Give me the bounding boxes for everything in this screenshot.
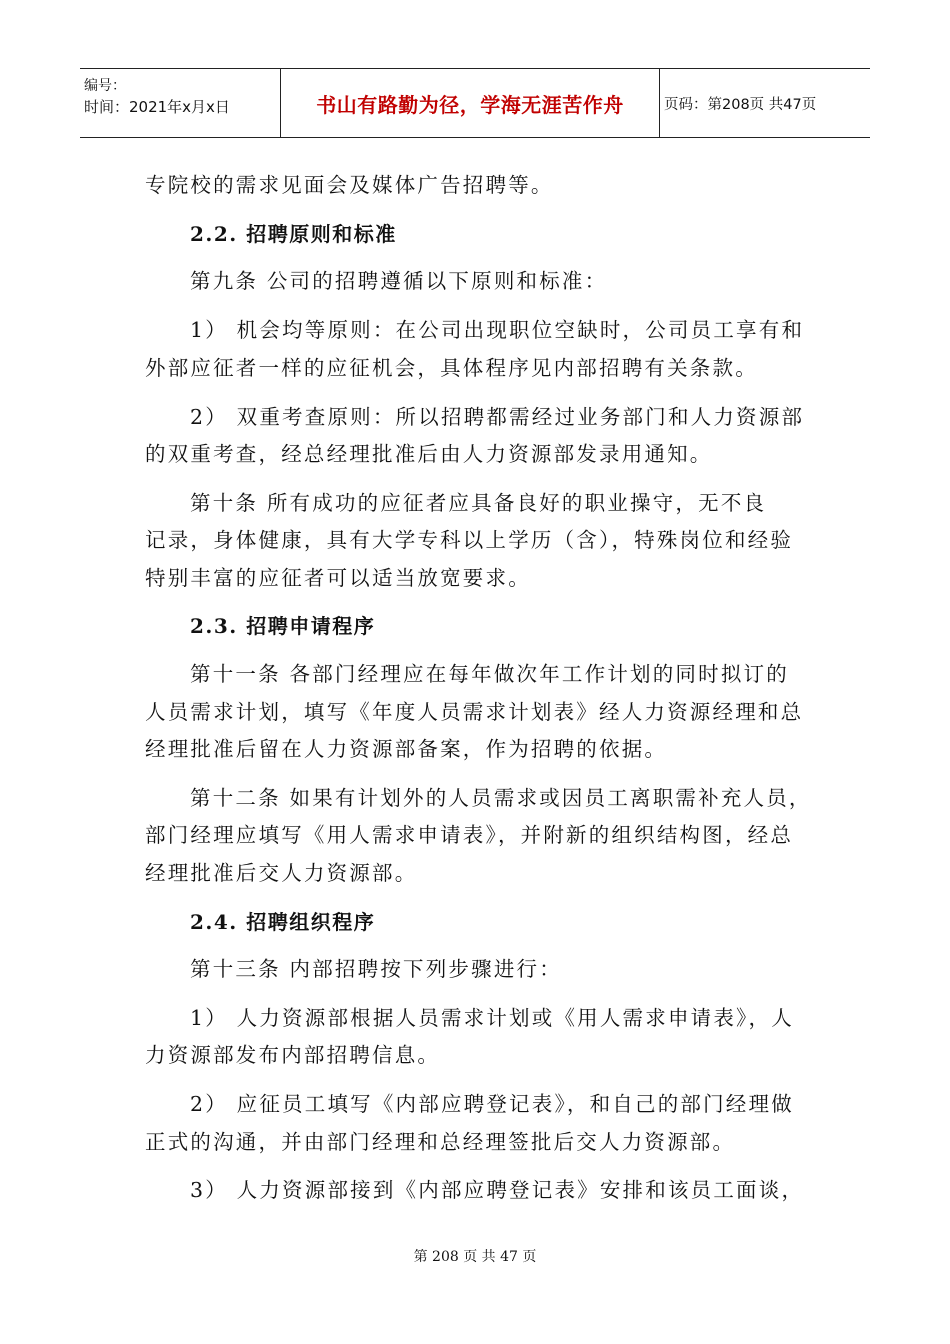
body-line: 特别丰富的应征者可以适当放宽要求。 [145, 566, 531, 590]
body-line: 的双重考查，经总经理批准后由人力资源部发录用通知。 [145, 442, 713, 466]
body-line: 3） 人力资源部接到《内部应聘登记表》安排和该员工面谈， [190, 1178, 805, 1202]
header-page-cell [660, 69, 870, 137]
body-line: 1） 人力资源部根据人员需求计划或《用人需求申请表》，人 [190, 1006, 794, 1030]
section-heading: 2.4. 招聘组织程序 [190, 910, 376, 934]
body-line: 第十条 所有成功的应征者应具备良好的职业操守，无不良 [190, 491, 767, 515]
page-footer: 第 208 页 共 47 页 [413, 1249, 537, 1265]
section-heading: 2.3. 招聘申请程序 [190, 614, 376, 638]
doc-date-label: 时间：2021年x月x日 [84, 98, 230, 116]
header-table [80, 68, 870, 138]
header-left-cell [80, 69, 280, 137]
body-line: 1） 机会均等原则：在公司出现职位空缺时，公司员工享有和 [190, 318, 805, 342]
header-page-info: 页码：第208页 共47页 [664, 96, 817, 113]
section-heading: 2.2. 招聘原则和标准 [190, 222, 397, 246]
body-line: 经理批准后留在人力资源部备案，作为招聘的依据。 [145, 737, 668, 761]
body-line: 外部应征者一样的应征机会，具体程序见内部招聘有关条款。 [145, 356, 758, 380]
body-line: 记录，身体健康，具有大学专科以上学历（含），特殊岗位和经验 [145, 528, 794, 552]
body-line: 第十一条 各部门经理应在每年做次年工作计划的同时拟订的 [190, 662, 789, 686]
body-line: 专院校的需求见面会及媒体广告招聘等。 [145, 173, 554, 197]
body-line: 2） 应征员工填写《内部应聘登记表》，和自己的部门经理做 [190, 1092, 794, 1116]
body-line: 第九条 公司的招聘遵循以下原则和标准： [190, 269, 608, 293]
body-line: 经理批准后交人力资源部。 [145, 861, 418, 885]
header-motto-cell [280, 69, 660, 137]
body-line: 力资源部发布内部招聘信息。 [145, 1043, 441, 1067]
body-line: 人员需求计划，填写《年度人员需求计划表》经人力资源经理和总 [145, 700, 804, 724]
body-line: 部门经理应填写《用人需求申请表》，并附新的组织结构图，经总 [145, 823, 794, 847]
body-line: 正式的沟通，并由部门经理和总经理签批后交人力资源部。 [145, 1130, 736, 1154]
body-line: 第十三条 内部招聘按下列步骤进行： [190, 957, 562, 981]
body-line: 第十二条 如果有计划外的人员需求或因员工离职需补充人员， [190, 786, 812, 810]
header-motto: 书山有路勤为径，学海无涯苦作舟 [316, 92, 624, 117]
doc-code-label: 编号： [84, 78, 126, 94]
body-line: 2） 双重考查原则：所以招聘都需经过业务部门和人力资源部 [190, 405, 805, 429]
